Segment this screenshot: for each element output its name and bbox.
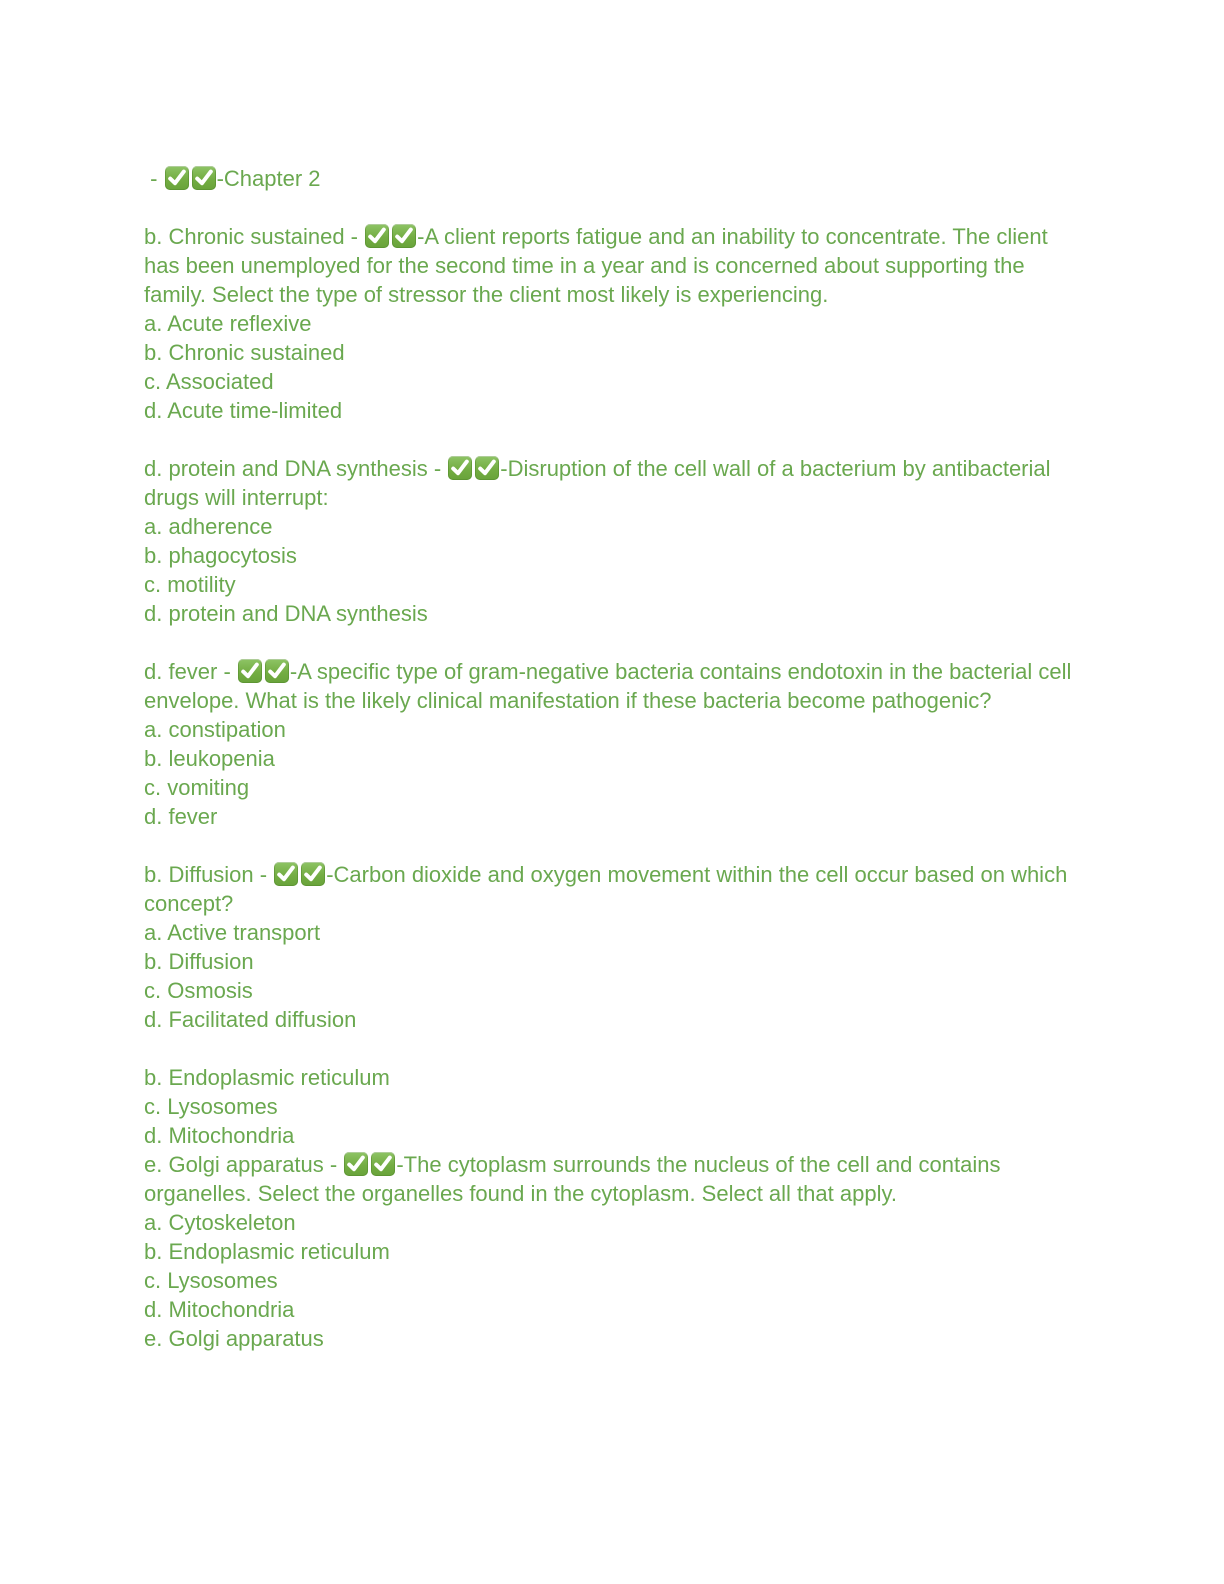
question-text: -The cytoplasm surrounds the nucleus of the cell and contains organelles. Select the organelles found in the cytoplasm. Select all that apply. — [144, 1152, 1007, 1206]
chapter-title-text: -Chapter 2 — [216, 166, 321, 191]
option-line: a. Acute reflexive — [144, 311, 312, 336]
question-text: -A client reports fatigue and an inability to concentrate. The client has been unemployed for the second time in a year and is concerned about supporting the family. Select the type of stressor the client most likely is experiencing. — [144, 224, 1054, 307]
option-line: b. leukopenia — [144, 746, 275, 771]
answer-text: e. Golgi apparatus - — [144, 1152, 344, 1177]
question-line — [144, 657, 1080, 715]
option-line: d. fever — [144, 804, 218, 829]
blank-line — [144, 193, 1080, 222]
answer-text: b. Chronic sustained - — [144, 224, 365, 249]
check-mark-emoji-icon — [448, 456, 472, 480]
check-mark-emoji-icon — [265, 659, 289, 683]
check-mark-emoji-icon — [238, 659, 262, 683]
question-block — [144, 860, 1080, 1034]
option-line: d. Acute time-limited — [144, 398, 343, 423]
question-block — [144, 657, 1080, 831]
answer-line: b. Endoplasmic reticulum — [144, 1065, 390, 1090]
option-line: b. Chronic sustained — [144, 340, 345, 365]
option-line: b. phagocytosis — [144, 543, 297, 568]
question-line — [144, 1150, 1080, 1208]
option-line: c. Associated — [144, 369, 274, 394]
blank-line — [144, 628, 1080, 657]
check-mark-emoji-icon — [165, 166, 189, 190]
option-line: d. protein and DNA synthesis — [144, 601, 428, 626]
check-mark-emoji-icon — [392, 224, 416, 248]
option-line: b. Endoplasmic reticulum — [144, 1239, 390, 1264]
question-block — [144, 454, 1080, 628]
check-mark-emoji-icon — [344, 1152, 368, 1176]
check-mark-emoji-icon — [371, 1152, 395, 1176]
check-mark-emoji-icon — [475, 456, 499, 480]
answer-line: d. Mitochondria — [144, 1123, 295, 1148]
option-line: d. Facilitated diffusion — [144, 1007, 357, 1032]
question-line — [144, 222, 1080, 309]
blank-line — [144, 425, 1080, 454]
option-line: c. motility — [144, 572, 236, 597]
question-line — [144, 860, 1080, 918]
option-line: a. Cytoskeleton — [144, 1210, 296, 1235]
answer-text: d. protein and DNA synthesis - — [144, 456, 448, 481]
answer-line: c. Lysosomes — [144, 1094, 278, 1119]
blank-line — [144, 1034, 1080, 1063]
check-mark-emoji-icon — [274, 862, 298, 886]
option-line: e. Golgi apparatus — [144, 1326, 324, 1351]
question-text: -A specific type of gram-negative bacteria contains endotoxin in the bacterial cell envelope. What is the likely clinical manifestation if these bacteria become pathogenic? — [144, 659, 1078, 713]
option-line: c. vomiting — [144, 775, 250, 800]
question-block — [144, 1063, 1080, 1353]
blank-line — [144, 831, 1080, 860]
option-line: a. Active transport — [144, 920, 321, 945]
question-text: -Carbon dioxide and oxygen movement within the cell occur based on which concept? — [144, 862, 1074, 916]
option-line: c. Lysosomes — [144, 1268, 278, 1293]
question-line — [144, 454, 1080, 512]
check-mark-emoji-icon — [301, 862, 325, 886]
answer-text: b. Diffusion - — [144, 862, 274, 887]
option-line: d. Mitochondria — [144, 1297, 295, 1322]
chapter-heading — [144, 164, 1080, 193]
option-line: c. Osmosis — [144, 978, 253, 1003]
option-line: b. Diffusion — [144, 949, 254, 974]
check-mark-emoji-icon — [192, 166, 216, 190]
question-text: -Disruption of the cell wall of a bacterium by antibacterial drugs will interrupt: — [144, 456, 1057, 510]
check-mark-emoji-icon — [365, 224, 389, 248]
question-block — [144, 222, 1080, 425]
answer-text: d. fever - — [144, 659, 237, 684]
option-line: a. constipation — [144, 717, 286, 742]
heading-prefix-text: - — [144, 166, 164, 191]
option-line: a. adherence — [144, 514, 273, 539]
